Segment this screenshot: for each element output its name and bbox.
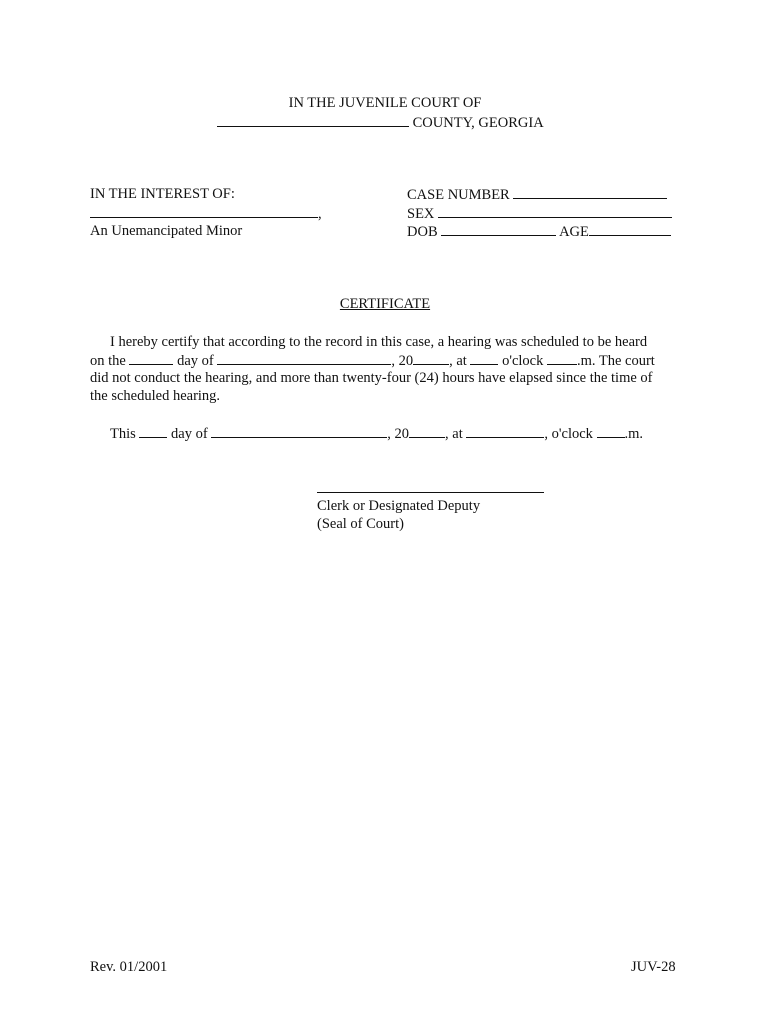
text-the-court: .m. The court bbox=[576, 353, 655, 369]
certificate-title: CERTIFICATE bbox=[339, 296, 431, 312]
county-suffix: COUNTY, GEORGIA bbox=[412, 115, 544, 131]
case-number-label: CASE NUMBER bbox=[407, 187, 510, 203]
signed-month-blank[interactable] bbox=[211, 424, 387, 438]
paragraph-1-line-4: the scheduled hearing. bbox=[90, 388, 221, 404]
hearing-ampm-blank[interactable] bbox=[547, 351, 577, 365]
paragraph-1-line-2 bbox=[90, 351, 655, 370]
case-number-line bbox=[407, 185, 667, 204]
text-on-the: on the bbox=[90, 353, 126, 369]
text-at: , at bbox=[449, 353, 467, 369]
text-this: This bbox=[110, 426, 136, 442]
paragraph-1-line-3: did not conduct the hearing, and more than twenty-four (24) hours have elapsed since the time of bbox=[90, 370, 653, 386]
signed-ampm-blank[interactable] bbox=[597, 424, 625, 438]
minor-label: An Unemancipated Minor bbox=[90, 223, 243, 239]
hearing-month-blank[interactable] bbox=[217, 351, 391, 365]
form-id: JUV-28 bbox=[631, 959, 676, 975]
hearing-day-blank[interactable] bbox=[129, 351, 173, 365]
text-oclock-2: , o'clock bbox=[544, 426, 593, 442]
text-twenty-2: , 20 bbox=[387, 426, 410, 442]
minor-name-suffix: , bbox=[318, 206, 322, 222]
sex-blank[interactable] bbox=[438, 204, 672, 218]
paragraph-2 bbox=[110, 424, 643, 443]
sex-label: SEX bbox=[407, 206, 435, 222]
text-day-of: day of bbox=[177, 353, 214, 369]
signed-year-blank[interactable] bbox=[409, 424, 445, 438]
court-heading: IN THE JUVENILE COURT OF bbox=[288, 95, 482, 111]
text-twenty: , 20 bbox=[391, 353, 414, 369]
paragraph-1-line-1: I hereby certify that according to the record in this case, a hearing was scheduled to be heard bbox=[110, 334, 648, 350]
sex-line bbox=[407, 204, 672, 223]
signed-hour-blank[interactable] bbox=[466, 424, 544, 438]
text-at-2: , at bbox=[445, 426, 463, 442]
dob-label: DOB bbox=[407, 224, 438, 240]
hearing-hour-blank[interactable] bbox=[470, 351, 498, 365]
interest-of-label: IN THE INTEREST OF: bbox=[90, 186, 235, 202]
minor-name-line bbox=[90, 204, 322, 223]
county-line bbox=[217, 113, 544, 132]
signed-day-blank[interactable] bbox=[139, 424, 167, 438]
signature-line[interactable] bbox=[317, 492, 544, 493]
dob-blank[interactable] bbox=[441, 222, 556, 236]
minor-name-blank[interactable] bbox=[90, 204, 318, 218]
revision-label: Rev. 01/2001 bbox=[90, 959, 168, 975]
age-label: AGE bbox=[559, 224, 589, 240]
hearing-year-blank[interactable] bbox=[413, 351, 449, 365]
case-number-blank[interactable] bbox=[513, 185, 667, 199]
text-day-of-2: day of bbox=[171, 426, 208, 442]
seal-label: (Seal of Court) bbox=[317, 516, 404, 532]
text-m: .m. bbox=[624, 426, 644, 442]
text-oclock: o'clock bbox=[502, 353, 544, 369]
dob-age-line bbox=[407, 222, 671, 241]
age-blank[interactable] bbox=[589, 222, 671, 236]
county-blank[interactable] bbox=[217, 113, 409, 127]
signature-title: Clerk or Designated Deputy bbox=[317, 498, 481, 514]
